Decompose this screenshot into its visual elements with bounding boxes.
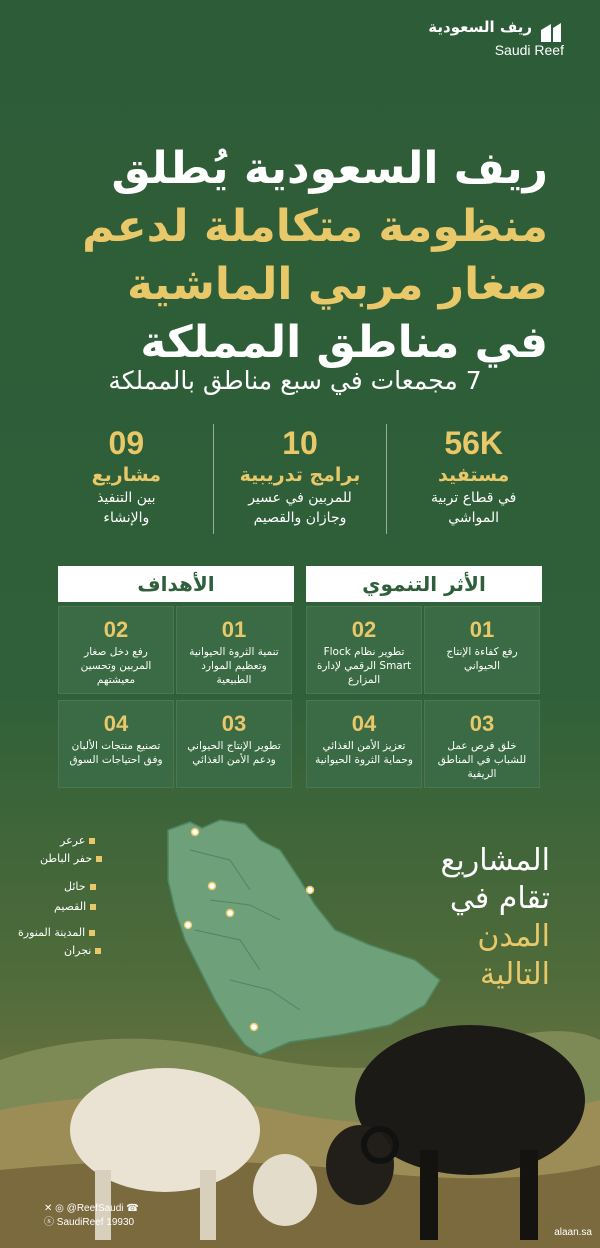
card-text: تطوير الإنتاج الحيواني ودعم الأمن الغذائي [187, 740, 281, 766]
projects-line-1: المشاريع [440, 843, 550, 878]
headline [60, 140, 548, 372]
map-marker-qassim [227, 910, 234, 917]
card-number: 04 [103, 711, 129, 736]
stat-desc-2: المواشي [448, 510, 500, 526]
impact-card [306, 606, 422, 694]
goal-card [58, 606, 174, 694]
projects-line-3: المدن [477, 919, 550, 954]
city-bullet-icon [96, 856, 102, 862]
map-marker-hail [209, 883, 216, 890]
card-text: تنمية الثروة الحيوانية وتعظيم الموارد الطبيعية [189, 646, 279, 686]
map-marker-hafr [307, 887, 314, 894]
impact-header: الأثر التنموي [306, 566, 542, 602]
impact-card [424, 606, 540, 694]
brand-name-english: Saudi Reef [494, 42, 564, 58]
card-number: 02 [103, 617, 129, 642]
card-number: 01 [469, 617, 495, 642]
stat-number: 56K [444, 425, 504, 461]
goal-card [176, 700, 292, 788]
city-label: نجران [64, 944, 101, 957]
impact-card [424, 700, 540, 788]
city-label: المدينة المنورة [18, 926, 95, 939]
projects-caption [410, 842, 550, 994]
headline-line-3: صغار مربي الماشية [126, 259, 548, 310]
card-number: 03 [221, 711, 247, 736]
card-number: 02 [351, 617, 377, 642]
footer-name: ⓢ SaudiReef 19930 [44, 1217, 135, 1228]
goal-card [58, 700, 174, 788]
stat-beneficiaries [387, 424, 560, 534]
stat-label: برامج تدريبية [239, 464, 361, 486]
city-bullet-icon [95, 948, 101, 954]
card-text: رفع كفاءة الإنتاج الحيواني [446, 646, 518, 672]
city-label: حائل [64, 880, 96, 893]
card-text: رفع دخل صغار المربين وتحسين معيشتهم [80, 646, 152, 686]
stat-projects [40, 424, 214, 534]
stat-desc-2: وجازان والقصيم [253, 510, 347, 526]
site-watermark: alaan.sa [554, 1227, 592, 1238]
goal-card [176, 606, 292, 694]
stat-label: مشاريع [91, 464, 161, 486]
card-number: 04 [351, 711, 377, 736]
card-text: تعزيز الأمن الغذائي وحماية الثروة الحيوانية [315, 740, 413, 766]
stat-desc-1: بين التنفيذ [97, 490, 156, 506]
city-bullet-icon [89, 930, 95, 936]
brand-logo [428, 18, 564, 58]
stat-label: مستفيد [438, 464, 510, 486]
headline-line-4: في مناطق المملكة [140, 317, 548, 368]
impact-card [306, 700, 422, 788]
projects-line-4: التالية [480, 957, 550, 992]
footer-social [44, 1202, 139, 1230]
map-marker-madinah [185, 922, 192, 929]
brand-name-arabic: ريف السعودية [428, 18, 532, 36]
card-text: خلق فرص عمل للشباب في المناطق الريفية [437, 740, 527, 780]
city-label: القصيم [54, 900, 96, 913]
stat-training [214, 424, 388, 534]
goals-header: الأهداف [58, 566, 294, 602]
city-bullet-icon [89, 838, 95, 844]
stat-number: 09 [108, 425, 145, 461]
stats-row [40, 424, 560, 534]
footer-handles: ✕ ◎ @ReefSaudi ☎ [44, 1203, 139, 1214]
stat-desc-1: للمربين في عسير [248, 490, 352, 506]
subline: 7 مجمعات في سبع مناطق بالمملكة [108, 366, 482, 395]
card-number: 01 [221, 617, 247, 642]
stat-number: 10 [282, 425, 318, 461]
city-bullet-icon [90, 904, 96, 910]
map-marker-arar [192, 829, 199, 836]
city-label: عرعر [60, 834, 95, 847]
stat-desc-1: في قطاع تربية [431, 490, 517, 506]
card-text: تطوير نظام Flock Smart الرقمي لإدارة المزارع [316, 646, 412, 686]
headline-line-1: ريف السعودية يُطلق [111, 143, 548, 194]
stat-desc-2: والإنشاء [103, 510, 150, 526]
card-number: 03 [469, 711, 495, 736]
city-bullet-icon [90, 884, 96, 890]
city-label: حفر الباطن [40, 852, 102, 865]
projects-line-2: تقام في [449, 881, 550, 916]
card-text: تصنيع منتجات الألبان وفق احتياجات السوق [69, 740, 163, 766]
headline-line-2: منظومة متكاملة لدعم [82, 201, 548, 252]
